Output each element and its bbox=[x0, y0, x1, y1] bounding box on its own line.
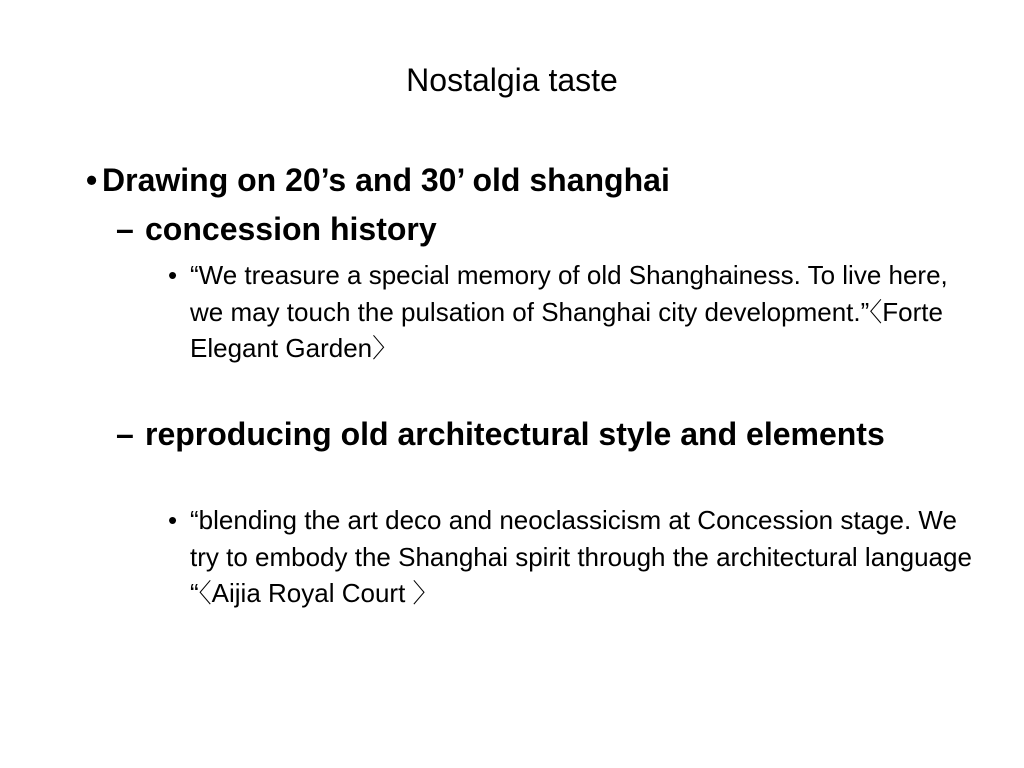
dash-marker: – bbox=[116, 416, 134, 452]
bullet-level3-aijia-royal-court-quote: “blending the art deco and neoclassicism at Concession stage. We try to embody the Shanghai spirit through the architectural language “〈Aijia Royal Court 〉 bbox=[190, 505, 972, 608]
dash-marker: – bbox=[116, 211, 134, 247]
bullet-level3-forte-elegant-garden-quote: “We treasure a special memory of old Shanghainess. To live here, we may touch the pulsation of Shanghai city development.”〈Forte Elegant Garden〉 bbox=[190, 260, 948, 363]
slide-title: Nostalgia taste bbox=[406, 62, 618, 98]
bullet-level2-concession-history: concession history bbox=[145, 211, 437, 247]
bullet-level1-drawing-on-old-shanghai: Drawing on 20’s and 30’ old shanghai bbox=[102, 162, 670, 198]
bullet-level2-reproducing-architectural-style: reproducing old architectural style and elements bbox=[145, 416, 885, 452]
bullet-marker: • bbox=[168, 260, 178, 290]
bullet-marker: • bbox=[168, 505, 178, 535]
bullet-marker: • bbox=[86, 162, 98, 198]
